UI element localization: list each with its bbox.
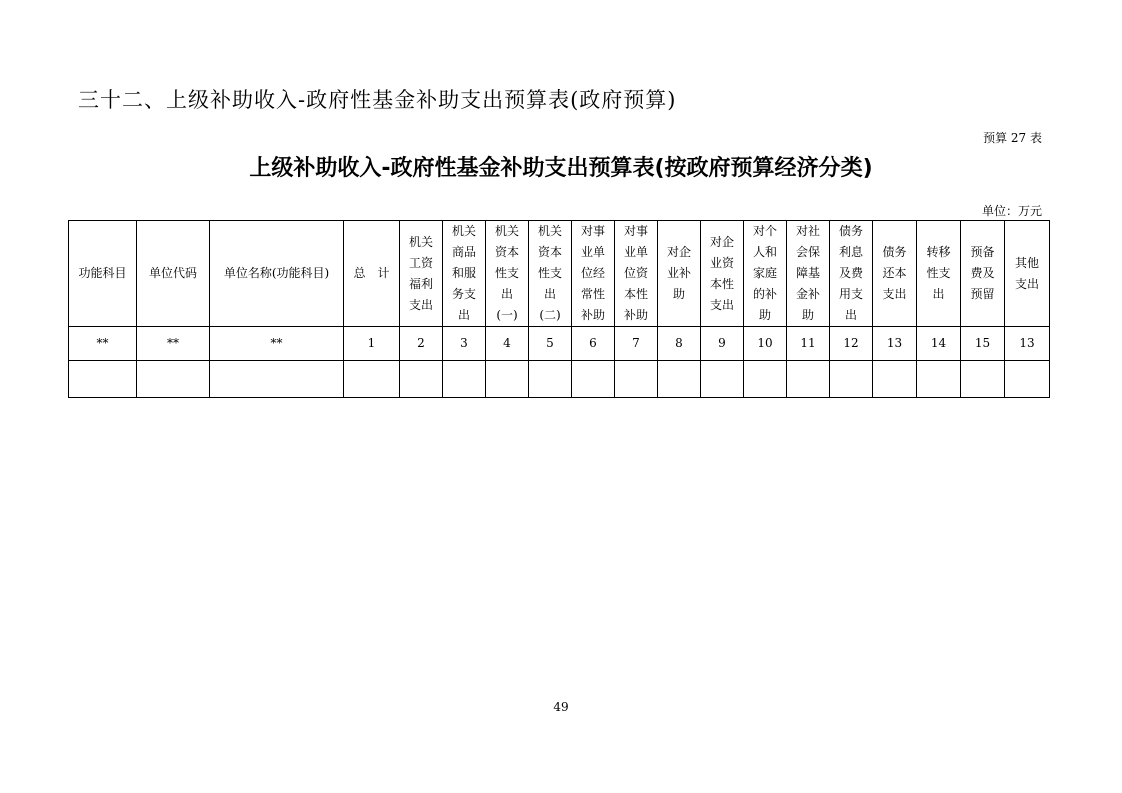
table-cell: [69, 361, 137, 398]
table-cell: **: [210, 327, 344, 361]
table-cell: [210, 361, 344, 398]
section-heading: 三十二、上级补助收入-政府性基金补助支出预算表(政府预算): [78, 88, 677, 112]
column-header: [873, 221, 917, 327]
table-cell: 10: [744, 327, 787, 361]
table-cell: [701, 361, 744, 398]
table-cell: [873, 361, 917, 398]
column-header: [529, 221, 572, 327]
table-cell: 12: [830, 327, 873, 361]
table-cell: [400, 361, 443, 398]
column-header: [572, 221, 615, 327]
column-header-label: 机关资本性支出(一): [494, 224, 519, 322]
column-header-label: 对企业资本性支出: [709, 234, 734, 312]
column-header: [787, 221, 830, 327]
code-row: [69, 327, 1050, 361]
column-header-label: 对个人和家庭的补助: [752, 224, 777, 322]
table-cell: [830, 361, 873, 398]
table-cell: [486, 361, 529, 398]
table-cell: 3: [443, 327, 486, 361]
empty-row: [69, 361, 1050, 398]
column-header-label: 债务还本支出: [882, 245, 907, 301]
column-header: [400, 221, 443, 327]
table-cell: 15: [961, 327, 1005, 361]
column-header: [961, 221, 1005, 327]
unit-label: 单位：万元: [981, 204, 1042, 218]
column-header-label: 其他支出: [1014, 255, 1039, 291]
column-header-label: 机关工资福利支出: [408, 234, 433, 312]
table-cell: [529, 361, 572, 398]
column-header-label: 转移性支出: [926, 245, 951, 301]
table-cell: [961, 361, 1005, 398]
column-header-label: 机关资本性支出(二): [537, 224, 562, 322]
table-cell: 9: [701, 327, 744, 361]
table-cell: [787, 361, 830, 398]
column-header-label: 对事业单位资本性补助: [623, 224, 648, 322]
table-cell: [917, 361, 961, 398]
column-header-label: 对企业补助: [666, 245, 691, 301]
column-header: 单位名称(功能科目): [210, 221, 344, 327]
column-header: 总 计: [344, 221, 400, 327]
table-cell: **: [137, 327, 210, 361]
column-header: [486, 221, 529, 327]
table-cell: 6: [572, 327, 615, 361]
table-cell: 2: [400, 327, 443, 361]
table-cell: 1: [344, 327, 400, 361]
table-cell: [744, 361, 787, 398]
table-cell: [443, 361, 486, 398]
table-cell: 4: [486, 327, 529, 361]
column-header: [1005, 221, 1050, 327]
column-header: 单位代码: [137, 221, 210, 327]
table-number: 预算 27 表: [983, 131, 1042, 145]
column-header-label: 预备费及预留: [970, 245, 995, 301]
table-cell: [137, 361, 210, 398]
table-cell: 13: [1005, 327, 1050, 361]
column-header: [744, 221, 787, 327]
table-cell: 8: [658, 327, 701, 361]
table-cell: [658, 361, 701, 398]
budget-table: [68, 220, 1050, 398]
table-cell: [572, 361, 615, 398]
table-cell: 11: [787, 327, 830, 361]
header-row: [69, 221, 1050, 327]
column-header: [701, 221, 744, 327]
column-header: [615, 221, 658, 327]
column-header: 功能科目: [69, 221, 137, 327]
column-header-label: 对事业单位经常性补助: [580, 224, 605, 322]
column-header-label: 对社会保障基金补助: [795, 224, 820, 322]
table-title: 上级补助收入-政府性基金补助支出预算表(按政府预算经济分类): [249, 156, 873, 181]
table-cell: **: [69, 327, 137, 361]
table-cell: [344, 361, 400, 398]
table-cell: 13: [873, 327, 917, 361]
column-header: [443, 221, 486, 327]
table-cell: 7: [615, 327, 658, 361]
table-cell: [1005, 361, 1050, 398]
table-cell: [615, 361, 658, 398]
table-cell: 14: [917, 327, 961, 361]
column-header: [830, 221, 873, 327]
column-header-label: 债务利息及费用支出: [838, 224, 863, 322]
column-header: [917, 221, 961, 327]
page-number: 49: [553, 700, 569, 714]
column-header-label: 机关商品和服务支出: [451, 224, 476, 322]
column-header: [658, 221, 701, 327]
table-cell: 5: [529, 327, 572, 361]
